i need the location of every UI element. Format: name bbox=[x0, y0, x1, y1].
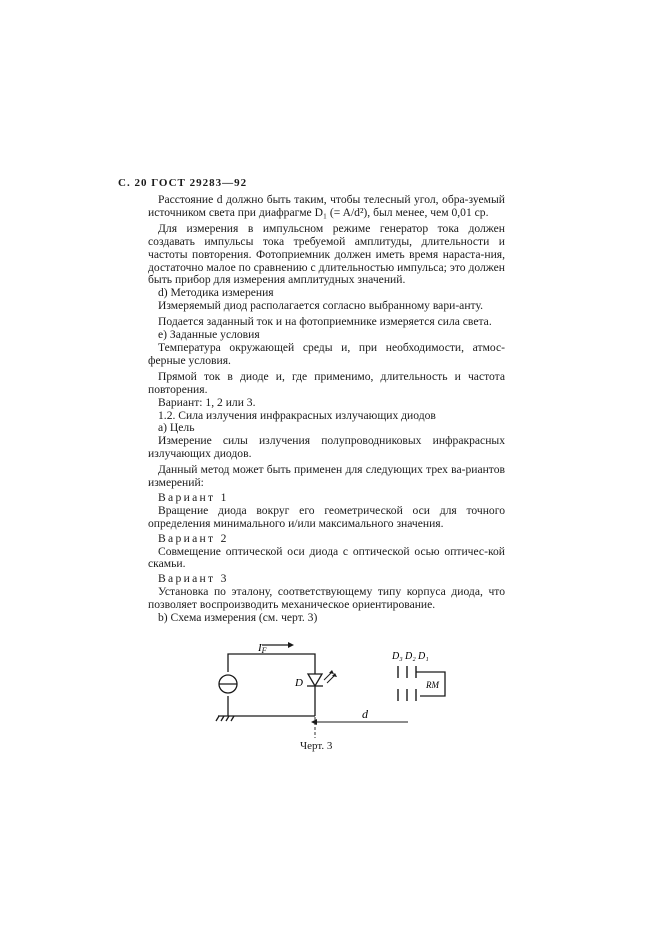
aperture-icons bbox=[398, 666, 416, 701]
heading-variant-2: Вариант 2 bbox=[158, 531, 229, 545]
paragraph-pulse-mode: Для измерения в импульсном режиме генератор тока должен создавать импульсы тока требуемой амплитуды, длительности и частоты повторения. Фотоприемник должен иметь время нараста-ния, достаточно малое по сравнению с длительностью импульса; это должен быть прибор для измерения амплитудных значений. bbox=[148, 221, 505, 287]
paragraph-diode-placement: Измеряемый диод располагается согласно выбранному вари-анту. bbox=[158, 299, 483, 313]
aperture-label-d1: D₁ bbox=[418, 651, 429, 662]
distance-arrow-icon bbox=[311, 719, 317, 725]
circuit-diagram bbox=[200, 634, 470, 764]
aperture-label-d2: D₂ bbox=[405, 651, 416, 662]
current-label: IF bbox=[258, 642, 267, 655]
paragraph-temperature: Температура окружающей среды и, при необходимости, атмос-ферные условия. bbox=[148, 340, 505, 367]
heading-method: d) Методика измерения bbox=[158, 286, 274, 300]
heading-purpose: a) Цель bbox=[158, 421, 195, 435]
aperture-label-d3: D₃ bbox=[392, 651, 403, 662]
figure-caption: Черт. 3 bbox=[300, 740, 333, 752]
paragraph-current-applied: Подается заданный ток и на фотоприемнике измеряется сила света. bbox=[158, 315, 492, 329]
paragraph-distance: Расстояние d должно быть таким, чтобы телесный угол, обра-зуемый источником света при диафрагме D₁ (= A/d²), был менее, чем 0,01 ср. bbox=[148, 193, 505, 219]
top-wire bbox=[228, 654, 315, 672]
diode-icon bbox=[307, 670, 337, 692]
paragraph-measurement: Измерение силы излучения полупроводниковых инфракрасных излучающих диодов. bbox=[148, 434, 505, 461]
paragraph-variant-3: Установка по эталону, соответствующему типу корпуса диода, что позволяет воспроизводить механическое ориентирование. bbox=[148, 585, 505, 612]
current-arrow-icon bbox=[288, 642, 294, 648]
page-header: С. 20 ГОСТ 29283—92 bbox=[118, 177, 248, 189]
heading-variant-1: Вариант 1 bbox=[158, 490, 229, 504]
paragraph-method-applicability: Данный метод может быть применен для следующих трех ва-риантов измерений: bbox=[148, 463, 505, 490]
paragraph-forward-current: Прямой ток в диоде и, где применимо, длительность и частота повторения. bbox=[148, 369, 505, 396]
heading-scheme: b) Схема измерения (см. черт. 3) bbox=[158, 611, 318, 625]
heading-variant-3: Вариант 3 bbox=[158, 572, 229, 586]
heading-conditions: e) Заданные условия bbox=[158, 328, 260, 342]
distance-label: d bbox=[362, 707, 368, 721]
document-body bbox=[148, 194, 505, 625]
meter-label: RM bbox=[426, 680, 439, 690]
diode-label: D bbox=[295, 677, 303, 689]
paragraph-variant-choice: Вариант: 1, 2 или 3. bbox=[158, 395, 256, 409]
paragraph-variant-2: Совмещение оптической оси диода с оптической осью оптичес-кой скамьи. bbox=[148, 544, 505, 571]
paragraph-variant-1: Вращение диода вокруг его геометрической оси для точного определения минимального и/или максимального значения. bbox=[148, 503, 505, 530]
heading-ir-intensity: 1.2. Сила излучения инфракрасных излучающих диодов bbox=[158, 408, 436, 422]
